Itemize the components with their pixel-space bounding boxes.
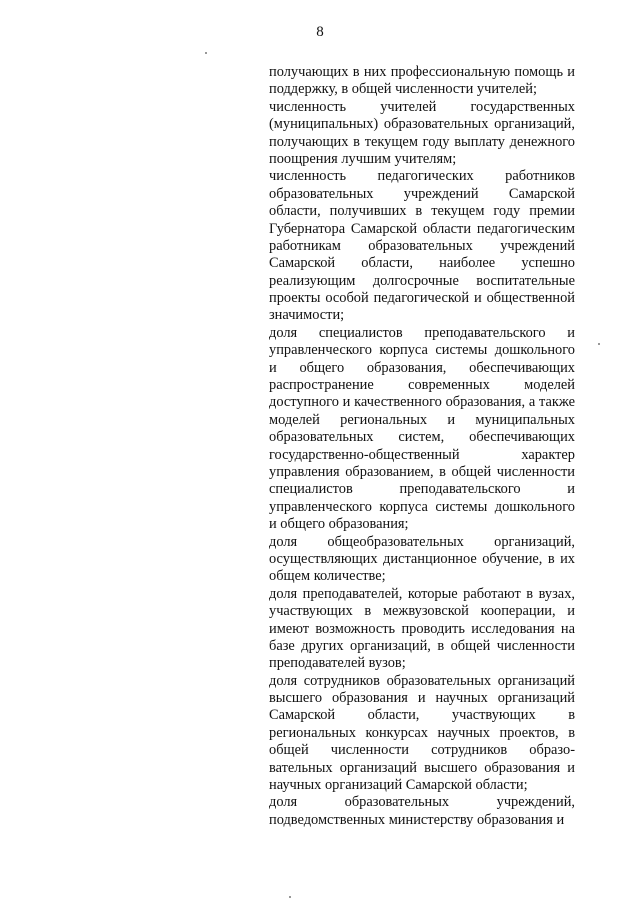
text-line: доля общеобразовательных организаций, (269, 533, 575, 550)
text-line: общей численности сотрудников образо- (269, 742, 575, 759)
scan-speck (598, 343, 600, 345)
text-line: получающих в них профессиональную помощь и (269, 64, 575, 80)
text-line: доступного и качественного образования, а также (269, 394, 575, 411)
text-line: и общего образования, обеспечивающих (269, 359, 575, 376)
text-line: образовательных систем, обеспечивающих (269, 429, 575, 446)
text-line: значимости; (269, 307, 345, 324)
text-line: участвующих в межвузовской кооперации, и (269, 603, 575, 620)
page-number: 8 (316, 24, 324, 40)
text-line: управленческого корпуса системы дошкольного (269, 498, 575, 515)
text-line: получающих в текущем году выплату денежного (269, 133, 575, 150)
text-line: Самарской области, наиболее успешно (269, 255, 575, 272)
scan-speck (205, 52, 207, 54)
paragraph (269, 64, 575, 99)
text-line: численность учителей государственных (269, 98, 575, 115)
text-line: области, получивших в текущем году премии (269, 203, 575, 220)
text-line: управления образованием, в общей численности (269, 463, 575, 480)
text-line: Самарской области, участвующих в (269, 707, 575, 724)
text-line: научных организаций Самарской области; (269, 777, 528, 794)
text-line: распространение современных моделей (269, 377, 575, 394)
paragraph (269, 325, 575, 534)
text-line: преподавателей вузов; (269, 655, 406, 672)
paragraph (269, 99, 575, 169)
text-line: проекты особой педагогической и общественной (269, 290, 575, 307)
text-line: высшего образования и научных организаций (269, 690, 575, 707)
scan-speck (289, 896, 291, 898)
text-line: базе других организаций, в общей численности (269, 637, 575, 654)
text-line: вательных организаций высшего образования и (269, 759, 575, 776)
text-line: государственно-общественный характер (269, 446, 575, 463)
paragraph (269, 168, 575, 325)
text-line: осуществляющих дистанционное обучение, в их (269, 550, 575, 567)
text-line: имеют возможность проводить исследования на (269, 620, 575, 637)
text-line: общем количестве; (269, 568, 386, 585)
text-line: управленческого корпуса системы дошкольного (269, 342, 575, 359)
text-line: доля образовательных учреждений, (269, 794, 575, 811)
text-line: доля специалистов преподавательского и (269, 324, 575, 341)
text-line: и общего образования; (269, 516, 409, 533)
paragraph (269, 794, 575, 829)
text-line: специалистов преподавательского и (269, 481, 575, 498)
paragraph (269, 534, 575, 586)
text-line: региональных конкурсах научных проектов, в (269, 724, 575, 741)
text-line: Губернатора Самарской области педагогическим (269, 220, 575, 237)
paragraph (269, 586, 575, 673)
text-line: поощрения лучшим учителям; (269, 150, 457, 167)
text-line: доля преподавателей, которые работают в вузах, (269, 585, 575, 602)
text-line: доля сотрудников образовательных организаций (269, 672, 575, 689)
text-line: подведомственных министерству образования и (269, 811, 565, 828)
text-line: работникам образовательных учреждений (269, 237, 575, 254)
text-line: численность педагогических работников (269, 168, 575, 185)
text-line: реализующим долгосрочные воспитательные (269, 272, 575, 289)
text-line: поддержку, в общей численности учителей; (269, 81, 537, 98)
paragraph (269, 673, 575, 795)
text-line: образовательных учреждений Самарской (269, 185, 575, 202)
text-line: моделей региональных и муниципальных (269, 411, 575, 428)
text-column (269, 64, 575, 829)
text-line: (муниципальных) образовательных организаций, (269, 116, 575, 133)
